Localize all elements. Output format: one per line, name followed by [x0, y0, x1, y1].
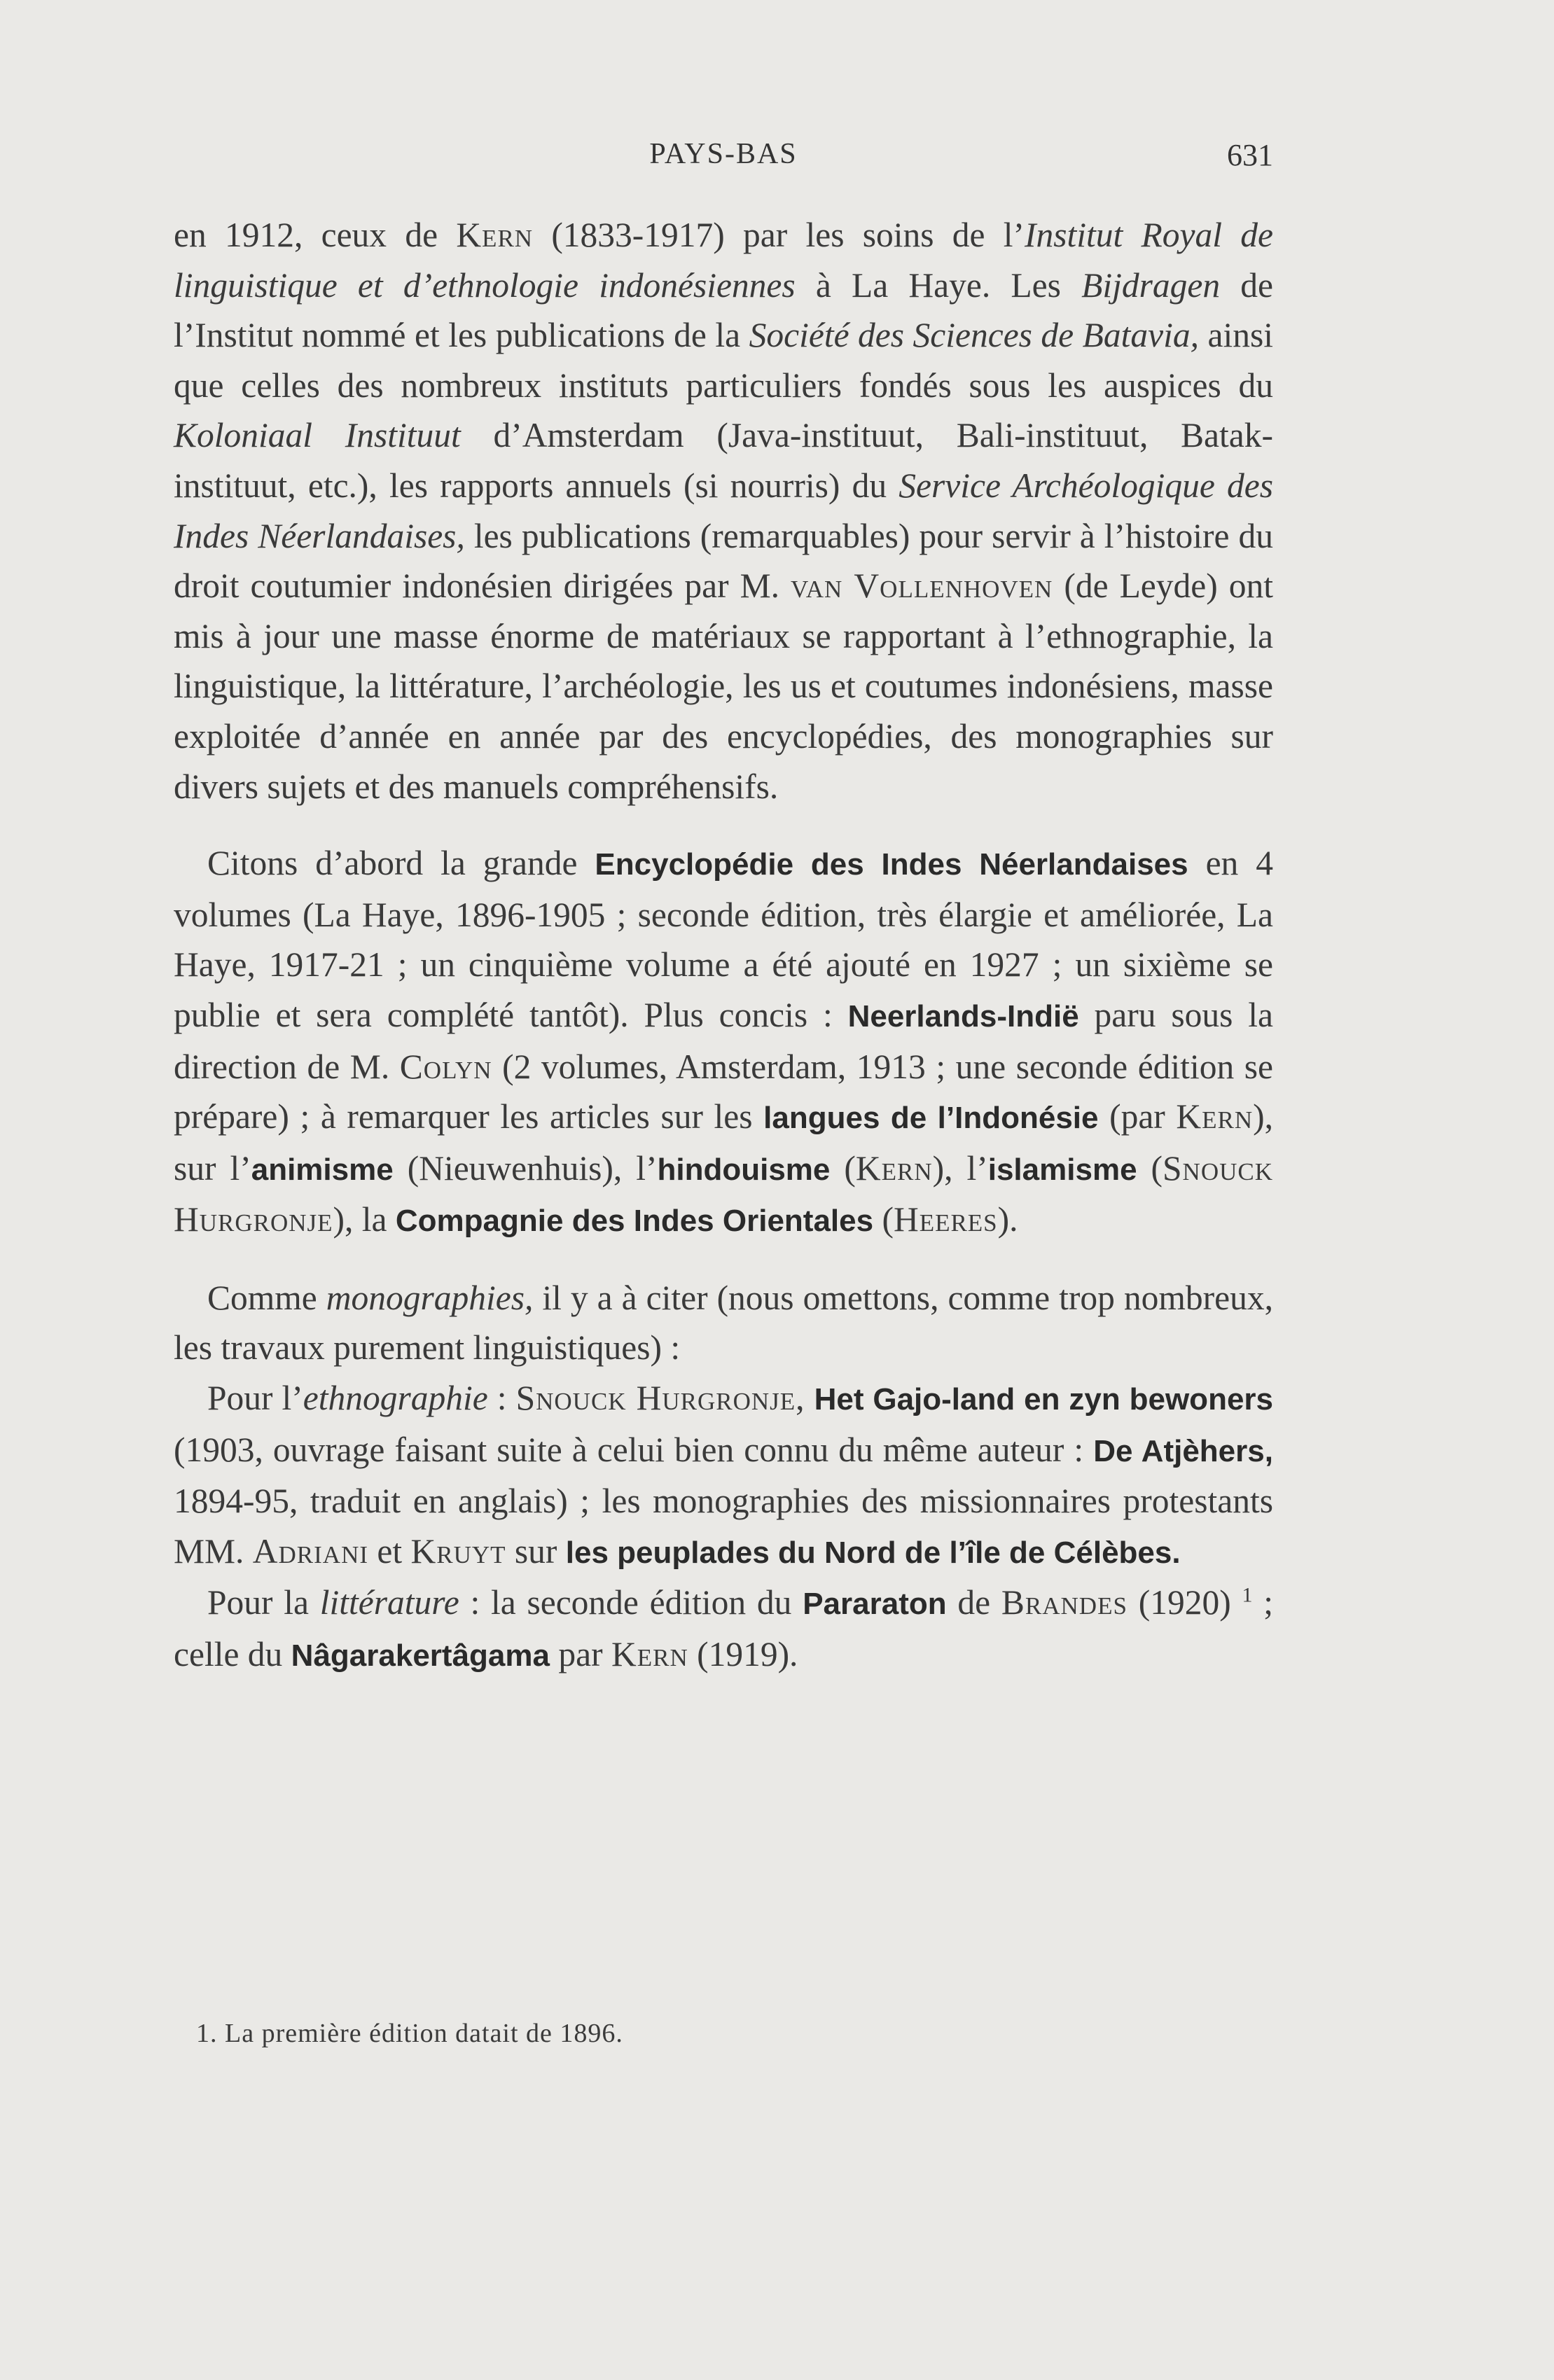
- body-text: [174, 210, 1273, 1681]
- footnote-marker: 1: [1242, 1583, 1253, 1607]
- work-title: De Atjèhers,: [1093, 1433, 1273, 1468]
- text: ; celle du: [174, 1583, 1273, 1674]
- author-name: Heeres: [893, 1200, 998, 1239]
- text: sur: [506, 1531, 566, 1571]
- text: les publications (remarquables) pour servir à l’histoire du droit coutumier indonésien dirigées par M.: [174, 516, 1273, 606]
- author-name: Kern: [611, 1635, 688, 1674]
- work-title: Het Gajo-land en zyn bewoners: [814, 1382, 1274, 1417]
- author-name: Brandes: [1001, 1583, 1128, 1622]
- paragraph-ethnographie: [174, 1373, 1273, 1578]
- text: d’Amsterdam (Java-instituut, Bali-instituut, Batak-instituut, etc.), les rapports annuels (si nourris) du: [174, 416, 1273, 505]
- text: ainsi que celles des nombreux instituts particuliers fondés sous les auspices du: [174, 316, 1273, 405]
- publication-title: Bijdragen: [1081, 265, 1221, 305]
- text: ), sur l’: [174, 1097, 1273, 1188]
- article-title: langues de l’Indonésie: [763, 1101, 1099, 1136]
- text: Pour la: [207, 1583, 320, 1622]
- paragraph-institutions: [174, 210, 1273, 812]
- work-title: Encyclopédie des Indes Néerlandaises: [595, 847, 1188, 882]
- footnote: 1. La première édition datait de 1896.: [196, 2019, 623, 2048]
- author-name: Kern: [456, 216, 534, 254]
- author-name: Snouck Hurgronje: [174, 1148, 1274, 1239]
- text: et: [368, 1531, 411, 1571]
- text: :: [487, 1379, 516, 1418]
- page-number: 631: [1227, 138, 1273, 172]
- text: par: [550, 1635, 611, 1674]
- text: paru sous la direction de M.: [174, 995, 1273, 1086]
- text: (2 volumes, Amsterdam, 1913 ; une seconde édition se prépare) ; à remarquer les articles sur les: [174, 1047, 1274, 1136]
- text: (1920): [1127, 1583, 1242, 1622]
- text: 1894-95, traduit en anglais) ; les monographies des missionnaires protestants MM.: [174, 1482, 1273, 1571]
- text: à La Haye. Les: [795, 265, 1082, 305]
- text: (par: [1098, 1097, 1177, 1136]
- text: (1833-1917) par les soins de l’: [533, 216, 1025, 254]
- text: (: [873, 1200, 894, 1239]
- work-title: Nâgarakertâgama: [291, 1638, 550, 1673]
- work-title: Pararaton: [803, 1587, 947, 1622]
- text: en 4 volumes (La Haye, 1896-1905 ; seconde édition, très élargie et améliorée, La Haye, 1917-21 ; un cinquième volume a été ajouté en 1927 ; un sixième se publie et sera complété tantôt). Plus concis :: [174, 844, 1273, 1034]
- text: en 1912, ceux de: [174, 216, 457, 254]
- author-name: Kern: [855, 1148, 933, 1188]
- text: de: [946, 1583, 1001, 1622]
- text: ), la: [333, 1200, 396, 1239]
- text: Pour l’: [207, 1379, 303, 1418]
- text: (: [830, 1148, 856, 1188]
- service-title: Service Archéologique des Indes Néerlandaises,: [174, 466, 1273, 555]
- text: ).: [997, 1200, 1018, 1239]
- author-name: Kruyt: [410, 1531, 506, 1571]
- article-title: hindouisme: [657, 1152, 831, 1187]
- author-name: van Vollenhoven: [790, 566, 1053, 606]
- work-title: les peuplades du Nord de l’île de Célèbes.: [565, 1535, 1181, 1570]
- text: (: [1137, 1148, 1163, 1188]
- text: il y a à citer (nous omettons, comme trop nombreux, les travaux purement linguistiques) :: [174, 1278, 1273, 1368]
- emphasis: littérature: [319, 1583, 459, 1622]
- paragraph-litterature: [174, 1578, 1273, 1680]
- institution-title: Institut Royal de linguistique et d’ethnologie indonésiennes: [174, 216, 1273, 305]
- author-name: Snouck Hurgronje,: [515, 1379, 805, 1418]
- text: (de Leyde) ont mis à jour une masse énorme de matériaux se rapportant à l’ethnographie, la linguistique, la littérature, l’archéologie, les us et coutumes indonésiens, masse exploitée d’année en année par des encyclopédies, des monographies sur divers sujets et des manuels compréhensifs.: [174, 566, 1273, 806]
- author-name: Adriani: [252, 1531, 369, 1571]
- emphasis: ethnographie: [303, 1379, 488, 1418]
- running-head: PAYS-BAS: [649, 138, 798, 170]
- text: Citons d’abord la grande: [207, 844, 595, 883]
- text: (1919).: [688, 1635, 798, 1674]
- page-header: [174, 137, 1273, 179]
- text: Comme: [207, 1278, 326, 1317]
- work-title: Neerlands-Indië: [847, 998, 1079, 1034]
- text: de l’Institut nommé et les publications de la: [174, 265, 1273, 355]
- paragraph-encyclopedia: [174, 838, 1273, 1246]
- society-title: Société des Sciences de Batavia,: [749, 316, 1199, 355]
- emphasis: monographies,: [326, 1278, 534, 1317]
- text: (1903, ouvrage faisant suite à celui bien connu du même auteur :: [174, 1430, 1094, 1469]
- text: (Nieuwenhuis), l’: [393, 1148, 658, 1188]
- text: : la seconde édition du: [459, 1583, 803, 1622]
- article-title: animisme: [251, 1152, 394, 1187]
- author-name: Kern: [1176, 1097, 1254, 1136]
- text: [805, 1379, 814, 1417]
- paragraph-monographies: [174, 1273, 1273, 1373]
- article-title: Compagnie des Indes Orientales: [395, 1204, 874, 1239]
- author-name: Colyn: [399, 1047, 492, 1086]
- article-title: islamisme: [987, 1152, 1137, 1187]
- institution-title: Koloniaal Instituut: [174, 416, 461, 455]
- text: ), l’: [932, 1148, 988, 1188]
